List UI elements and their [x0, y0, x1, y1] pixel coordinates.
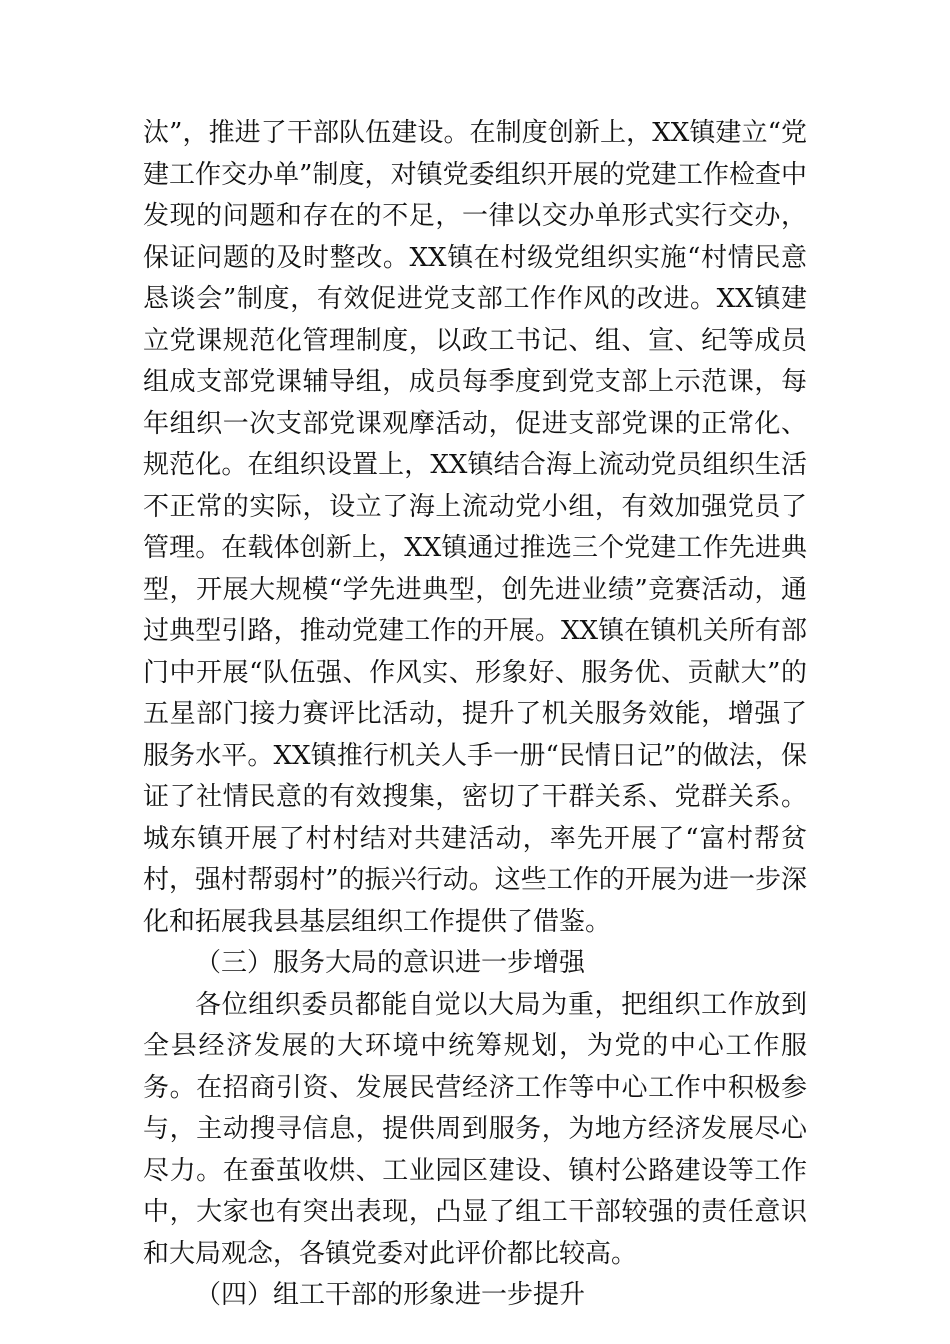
section-heading-4: （四）组工干部的形象进一步提升 — [195, 1280, 586, 1310]
body-paragraph: 各位组织委员都能自觉以大局为重，把组织工作放到全县经济发展的大环境中统筹规划，为党的中心工作服务。在招商引资、发展民营经济工作等中心工作中积极参与，主动搜寻信息，提供周到服务，为地方经济发展尽心尽力。在蚕茧收烘、工业园区建设、镇村公路建设等工作中，大家也有突出表现，凸显了组工干部较强的责任意识和大局观念，各镇党委对此评价都比较高。 — [143, 989, 807, 1269]
body-paragraph-continued: 汰”，推进了干部队伍建设。在制度创新上，XX镇建立“党建工作交办单”制度，对镇党委组织开展的党建工作检查中发现的问题和存在的不足，一律以交办单形式实行交办，保证问题的及时整改。XX镇在村级党组织实施“村情民意恳谈会”制度，有效促进党支部工作作风的改进。XX镇建立党课规范化管理制度，以政工书记、组、宣、纪等成员组成支部党课辅导组，成员每季度到党支部上示范课，每年组织一次支部党课观摩活动，促进支部党课的正常化、规范化。在组织设置上，XX镇结合海上流动党员组织生活不正常的实际，设立了海上流动党小组，有效加强党员了管理。在载体创新上，XX镇通过推选三个党建工作先进典型，开展大规模“学先进典型，创先进业绩”竞赛活动，通过典型引路，推动党建工作的开展。XX镇在镇机关所有部门中开展“队伍强、作风实、形象好、服务优、贡献大”的五星部门接力赛评比活动，提升了机关服务效能，增强了服务水平。XX镇推行机关人手一册“民情日记”的做法，保证了社情民意的有效搜集，密切了干群关系、党群关系。城东镇开展了村村结对共建活动，率先开展了“富村帮贫村，强村帮弱村”的振兴行动。这些工作的开展为进一步深化和拓展我县基层组织工作提供了借鉴。 — [143, 118, 807, 937]
section-heading-3: （三）服务大局的意识进一步增强 — [195, 948, 586, 978]
document-page — [143, 113, 807, 1317]
